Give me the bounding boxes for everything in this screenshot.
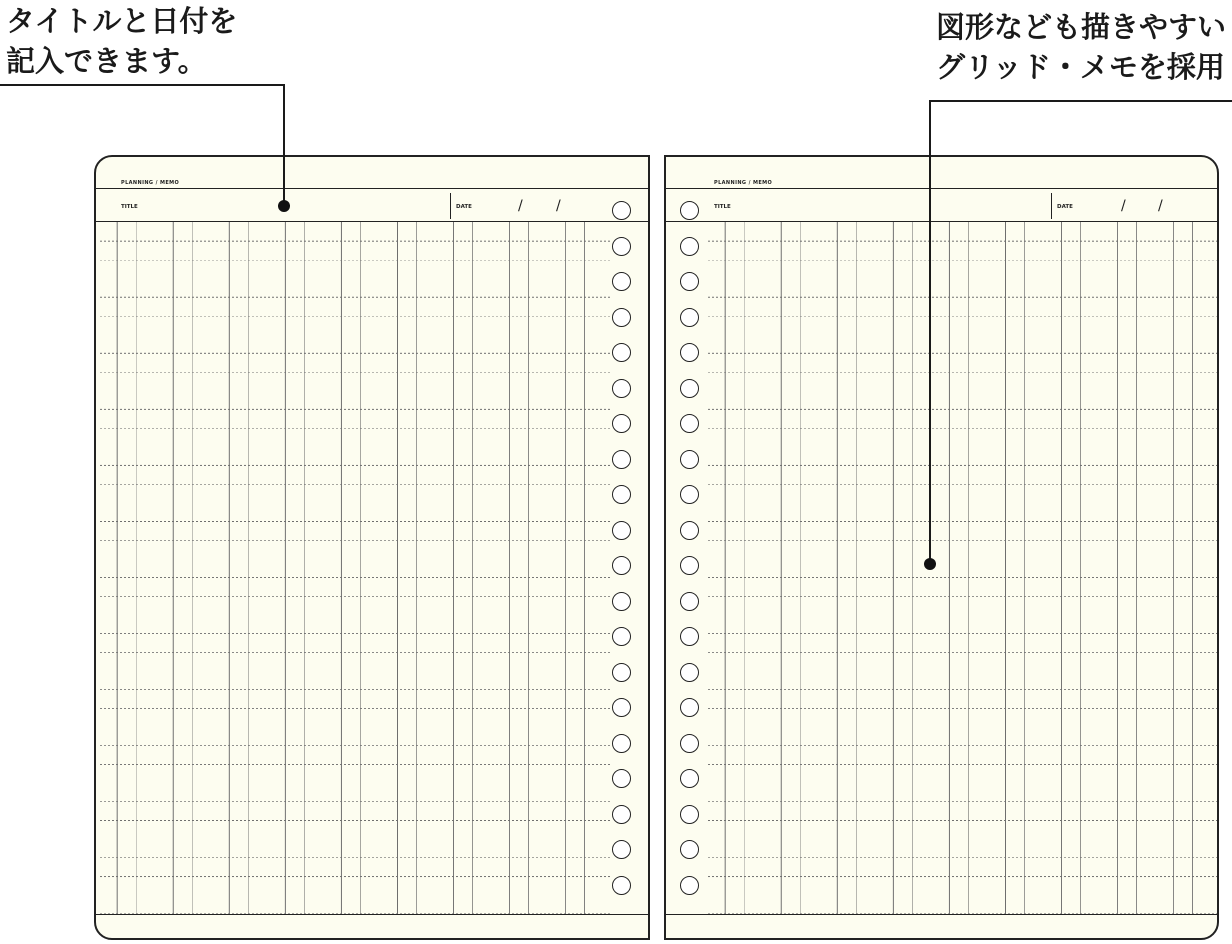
binding-hole [612,485,631,504]
date-separator: / [556,198,561,214]
binding-hole [680,769,699,788]
binding-hole [612,343,631,362]
binding-hole [612,734,631,753]
binding-hole [612,450,631,469]
binding-hole [680,308,699,327]
binding-hole [680,698,699,717]
binding-hole [680,485,699,504]
footer-divider [666,914,1217,915]
binding-hole [612,769,631,788]
binding-hole [612,805,631,824]
binding-hole [680,450,699,469]
dotted-grid [98,222,610,914]
title-date-divider [450,193,451,219]
binding-hole [680,592,699,611]
binding-hole [612,237,631,256]
sheet-header-label: PLANNING / MEMO [714,180,773,186]
header-divider [96,188,648,189]
binding-hole [612,840,631,859]
binding-hole [612,308,631,327]
binding-hole [612,556,631,575]
binding-hole [612,521,631,540]
binding-hole [680,343,699,362]
binding-hole [680,556,699,575]
callout-title-date [6,1,237,81]
binding-hole [612,876,631,895]
binding-hole [680,805,699,824]
binding-hole [680,379,699,398]
callout-title-date-pointer-dot [278,200,290,212]
binding-hole [680,272,699,291]
callout-title-date-leader-vertical [283,84,285,206]
binding-hole [680,201,699,220]
title-date-divider [1051,193,1052,219]
binding-hole [612,698,631,717]
binding-hole [612,663,631,682]
date-separator: / [1158,198,1163,214]
binding-hole [680,627,699,646]
date-separator: / [1121,198,1126,214]
right-memo-sheet [664,155,1219,940]
binding-hole [680,663,699,682]
title-field-label: TITLE [714,204,731,210]
callout-title-date-line2: 記入できます。 [6,44,207,78]
callout-title-date-leader-horizontal [0,84,284,86]
callout-grid-memo-line1: 図形なども描きやすい [936,10,1227,44]
header-divider [666,188,1217,189]
binding-hole [612,592,631,611]
callout-grid-memo [936,7,1226,87]
callout-grid-memo-line2: グリッド・メモを採用 [936,50,1225,84]
binding-hole [612,414,631,433]
footer-divider [96,914,648,915]
sheet-header-label: PLANNING / MEMO [121,180,180,186]
binding-hole [612,627,631,646]
binding-hole [680,734,699,753]
callout-grid-memo-leader-horizontal [929,100,1232,102]
date-field-label: DATE [1057,204,1073,210]
left-memo-sheet [94,155,650,940]
binding-hole [612,272,631,291]
binding-hole [612,379,631,398]
binding-hole [680,876,699,895]
binding-hole [680,840,699,859]
title-field-label: TITLE [121,204,138,210]
binding-hole [612,201,631,220]
callout-title-date-line1: タイトルと日付を [6,4,238,38]
callout-grid-memo-pointer-dot [924,558,936,570]
binding-hole [680,237,699,256]
dotted-grid [706,222,1218,914]
date-field-label: DATE [456,204,472,210]
callout-grid-memo-leader-vertical [929,100,931,564]
binding-hole [680,521,699,540]
date-separator: / [518,198,523,214]
binding-hole [680,414,699,433]
